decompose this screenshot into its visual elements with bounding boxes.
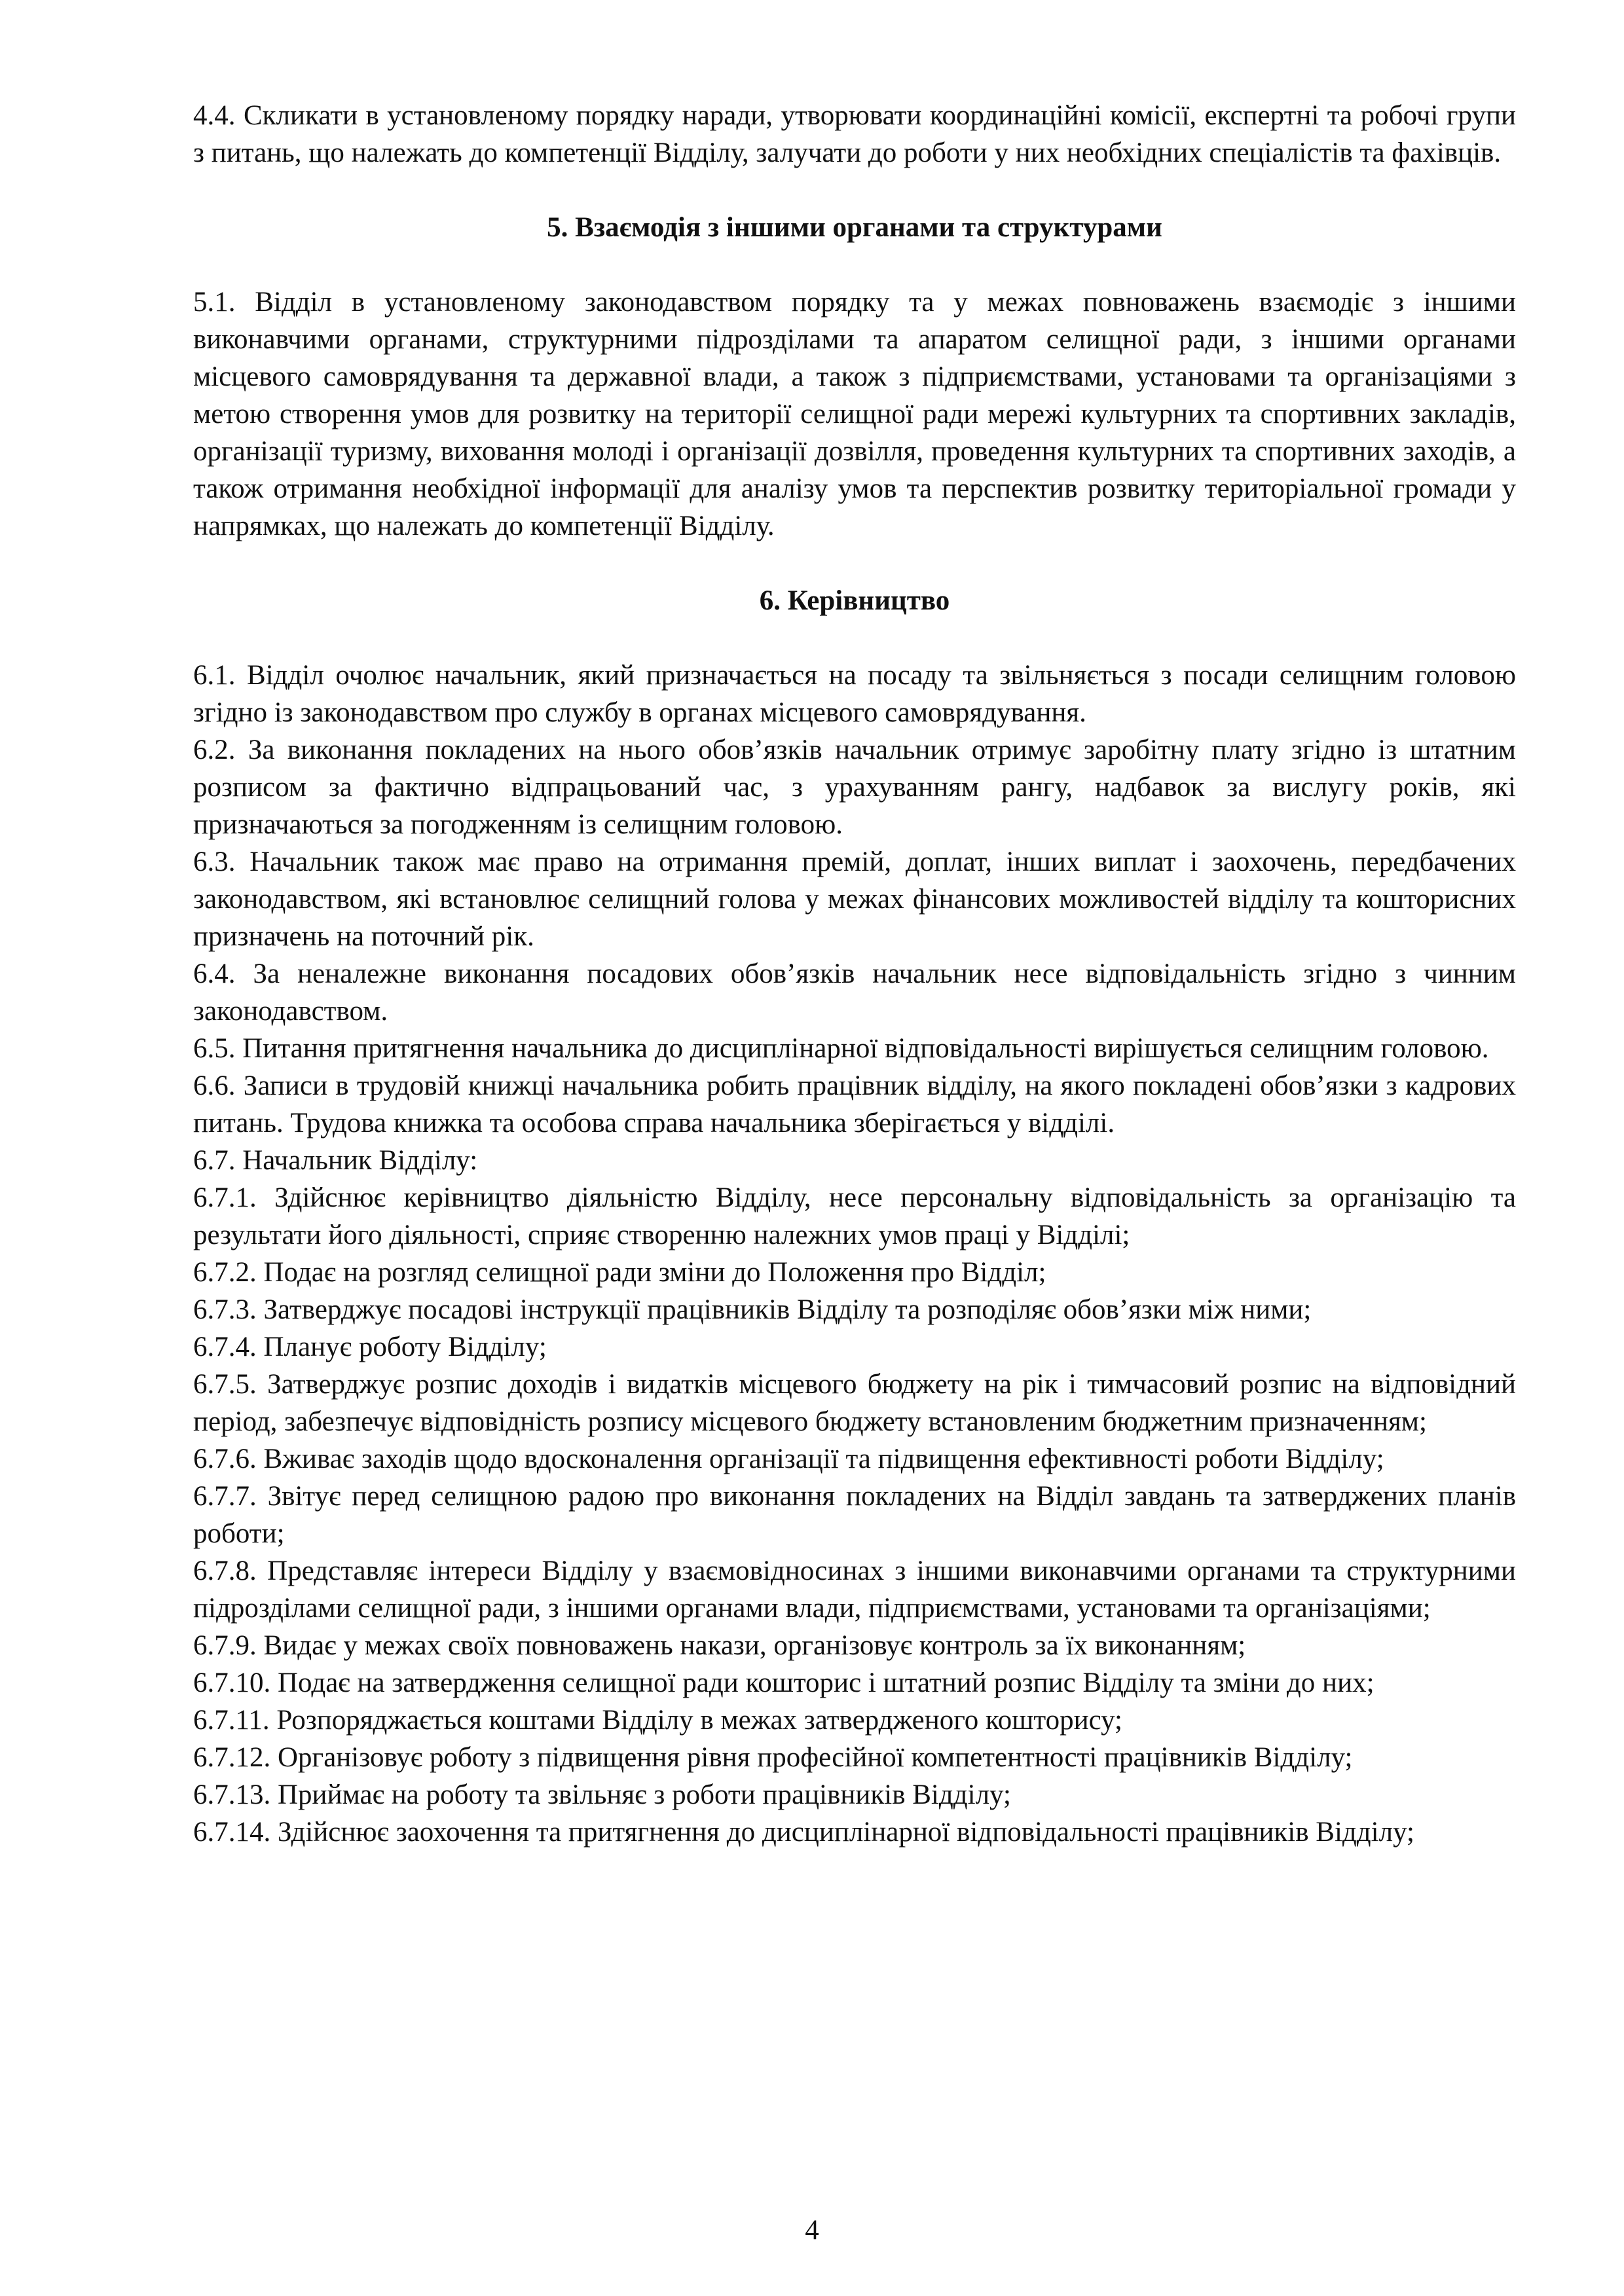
paragraph-6-7-12: 6.7.12. Організовує роботу з підвищення рівня професійної компетентності працівників Відділу; — [193, 1742, 1353, 1773]
paragraph-6-7-7: 6.7.7. Звітує перед селищною радою про виконання покладених на Відділ завдань та затверджених планів роботи; — [193, 1481, 1516, 1549]
paragraph-6-7-11: 6.7.11. Розпоряджається коштами Відділу в межах затвердженого кошторису; — [193, 1705, 1122, 1736]
paragraph-6-2: 6.2. За виконання покладених на нього обов’язків начальник отримує заробітну плату згідно із штатним розписом за фактично відпрацьований час, з урахуванням рангу, надбавок за вислугу років, які призначаються за погодженням із селищним головою. — [193, 735, 1516, 840]
paragraph-6-1: 6.1. Відділ очолює начальник, який призначається на посаду та звільняється з посади селищним головою згідно із законодавством про службу в органах місцевого самоврядування. — [193, 660, 1516, 728]
paragraph-6-7-8: 6.7.8. Представляє інтереси Відділу у взаємовідносинах з іншими виконавчими органами та структурними підрозділами селищної ради, з іншими органами влади, підприємствами, установами та організаціями; — [193, 1556, 1516, 1624]
paragraph-6-7-6: 6.7.6. Вживає заходів щодо вдосконалення організації та підвищення ефективності роботи Відділу; — [193, 1444, 1384, 1474]
paragraph-4-4: 4.4. Скликати в установленому порядку наради, утворювати координаційні комісії, експертні та робочі групи з питань, що належать до компетенції Відділу, залучати до роботи у них необхідних спеціалістів та фахівців. — [193, 100, 1516, 168]
section-heading-6: 6. Керівництво — [759, 585, 950, 616]
paragraph-6-7-4: 6.7.4. Планує роботу Відділу; — [193, 1332, 547, 1362]
paragraph-6-5: 6.5. Питання притягнення начальника до дисциплінарної відповідальності вирішується селищним головою. — [193, 1033, 1489, 1064]
paragraph-6-7-9: 6.7.9. Видає у межах своїх повноважень накази, організовує контроль за їх виконанням; — [193, 1630, 1246, 1661]
paragraph-6-7-1: 6.7.1. Здійснює керівництво діяльністю Відділу, несе персональну відповідальність за організацію та результати його діяльності, сприяє створенню належних умов праці у Відділі; — [193, 1182, 1516, 1250]
paragraph-6-7-3: 6.7.3. Затверджує посадові інструкції працівників Відділу та розподіляє обов’язки між ними; — [193, 1294, 1312, 1325]
paragraph-5-1: 5.1. Відділ в установленому законодавством порядку та у межах повноважень взаємодіє з іншими виконавчими органами, структурними підрозділами та апаратом селищної ради, з іншими органами місцевого самоврядування та державної влади, а також з підприємствами, установами та організаціями з метою створення умов для розвитку на території селищної ради мережі культурних та спортивних закладів, організації туризму, виховання молоді і організації дозвілля, проведення культурних та спортивних заходів, а також отримання необхідної інформації для аналізу умов та перспектив розвитку територіальної громади у напрямках, що належать до компетенції Відділу. — [193, 287, 1516, 541]
paragraph-6-7-2: 6.7.2. Подає на розгляд селищної ради зміни до Положення про Відділ; — [193, 1257, 1046, 1288]
paragraph-6-7-13: 6.7.13. Приймає на роботу та звільняє з роботи працівників Відділу; — [193, 1779, 1011, 1810]
section-heading-5: 5. Взаємодія з іншими органами та структурами — [547, 212, 1162, 243]
paragraph-6-7-5: 6.7.5. Затверджує розпис доходів і видатків місцевого бюджету на рік і тимчасовий розпис на відповідний період, забезпечує відповідність розпису місцевого бюджету встановленим бюджетним призначенням; — [193, 1369, 1516, 1437]
paragraph-6-7-14: 6.7.14. Здійснює заохочення та притягнення до дисциплінарної відповідальності працівників Відділу; — [193, 1817, 1414, 1848]
paragraph-6-7-10: 6.7.10. Подає на затвердження селищної ради кошторис і штатний розпис Відділу та зміни до них; — [193, 1667, 1375, 1698]
paragraph-6-4: 6.4. За неналежне виконання посадових обов’язків начальник несе відповідальність згідно з чинним законодавством. — [193, 958, 1516, 1027]
paragraph-6-7: 6.7. Начальник Відділу: — [193, 1145, 478, 1176]
section-6-body — [193, 657, 1516, 1851]
page-number: 4 — [805, 2215, 819, 2246]
paragraph-6-3: 6.3. Начальник також має право на отримання премій, доплат, інших виплат і заохочень, передбачених законодавством, які встановлює селищний голова у межах фінансових можливостей відділу та кошторисних призначень на поточний рік. — [193, 847, 1516, 952]
paragraph-6-6: 6.6. Записи в трудовій книжці начальника робить працівник відділу, на якого покладені обов’язки з кадрових питань. Трудова книжка та особова справа начальника зберігається у відділі. — [193, 1070, 1516, 1139]
